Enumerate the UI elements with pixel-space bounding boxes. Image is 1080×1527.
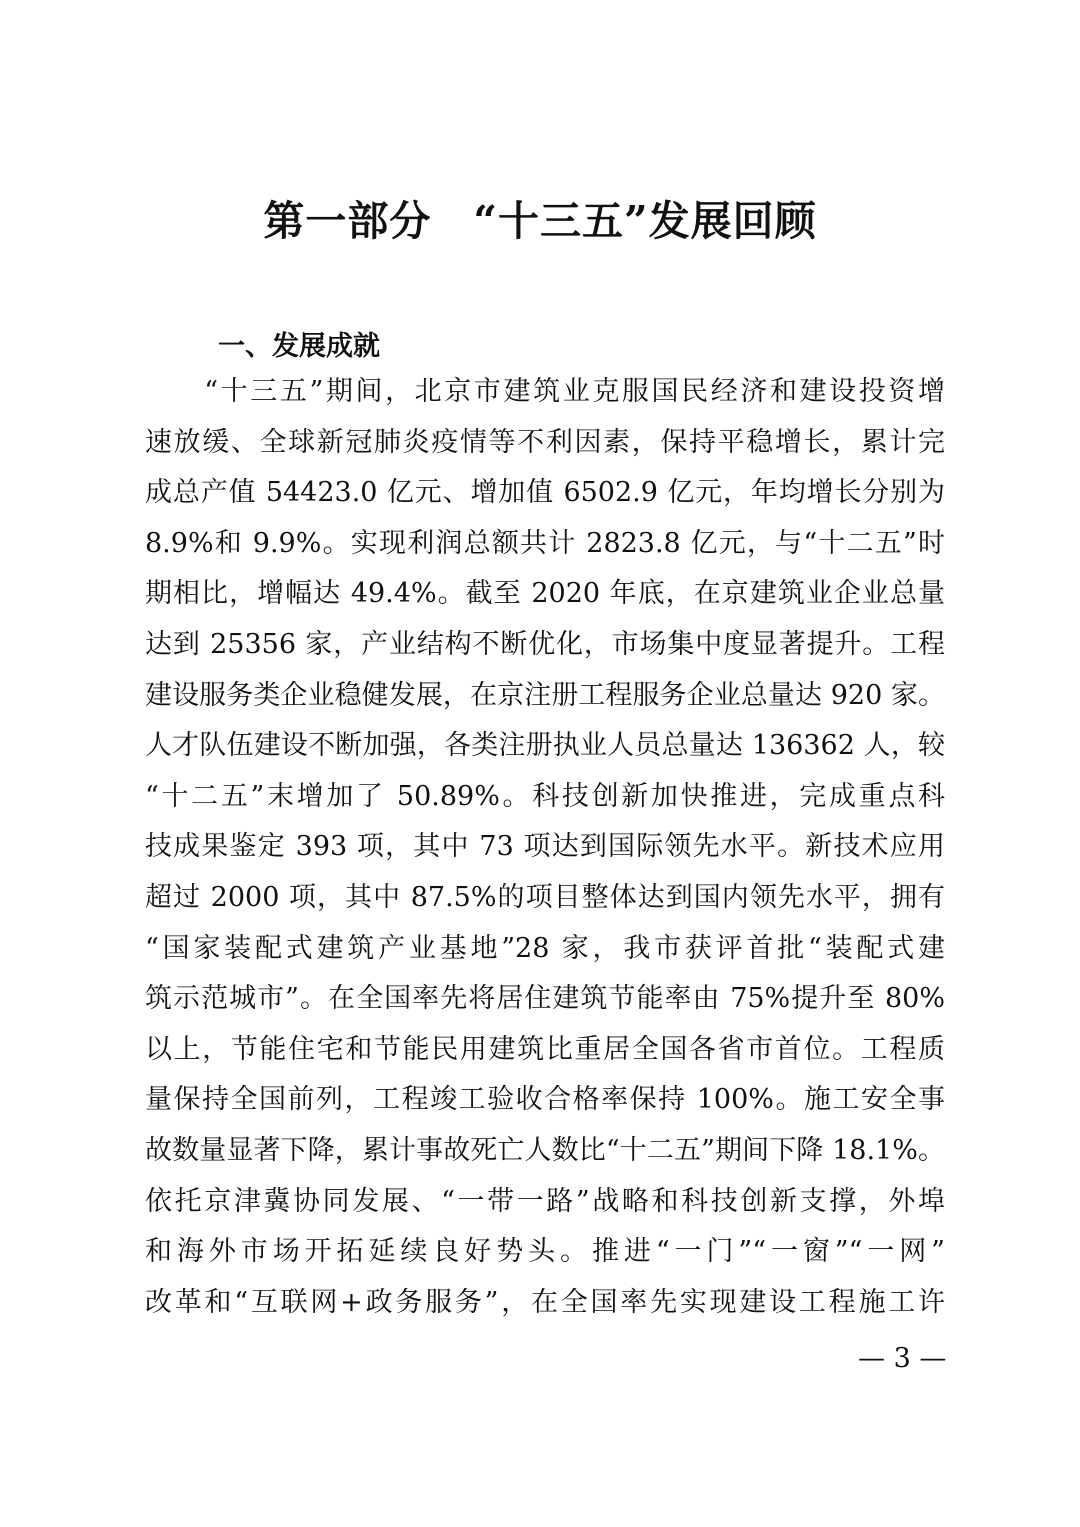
section-heading: 一、发展成就 — [218, 331, 380, 362]
text-line: “十二五”末增加了 50.89%。科技创新加快推进，完成重点科 — [145, 780, 945, 812]
text-line: 建设服务类企业稳健发展，在京注册工程服务企业总量达 920 家。 — [145, 679, 945, 711]
text-line: 人才队伍建设不断加强，各类注册执业人员总量达 136362 人，较 — [145, 730, 945, 762]
text-line: 技成果鉴定 393 项，其中 73 项达到国际领先水平。新技术应用 — [145, 831, 945, 863]
text-line: 成总产值 54423.0 亿元、增加值 6502.9 亿元，年均增长分别为 — [145, 477, 945, 509]
text-line: 期相比，增幅达 49.4%。截至 2020 年底，在京建筑业企业总量 — [145, 578, 945, 610]
text-line: 8.9%和 9.9%。实现利润总额共计 2823.8 亿元，与“十二五”时 — [145, 527, 945, 559]
page-title: 第一部分 “十三五”发展回顾 — [263, 197, 817, 245]
text-line: 和海外市场开拓延续良好势头。推进“一门”“一窗”“一网” — [145, 1236, 945, 1268]
text-line: “国家装配式建筑产业基地”28 家，我市获评首批“装配式建 — [145, 932, 945, 964]
page-number: — 3 — — [858, 1343, 947, 1374]
text-line: 筑示范城市”。在全国率先将居住建筑节能率由 75%提升至 80% — [145, 983, 945, 1015]
text-line: 以上，节能住宅和节能民用建筑比重居全国各省市首位。工程质 — [145, 1033, 945, 1065]
text-line: 依托京津冀协同发展、“一带一路”战略和科技创新支撑，外埠 — [145, 1185, 945, 1217]
text-line: 速放缓、全球新冠肺炎疫情等不利因素，保持平稳增长，累计完 — [145, 426, 945, 458]
text-line: 故数量显著下降，累计事故死亡人数比“十二五”期间下降 18.1%。 — [145, 1135, 945, 1166]
text-line: 超过 2000 项，其中 87.5%的项目整体达到国内领先水平，拥有 — [145, 882, 945, 913]
text-line: 达到 25356 家，产业结构不断优化，市场集中度显著提升。工程 — [145, 629, 945, 660]
text-line: 量保持全国前列，工程竣工验收合格率保持 100%。施工安全事 — [145, 1084, 945, 1116]
text-line: 改革和“互联网+政务服务”，在全国率先实现建设工程施工许 — [145, 1286, 945, 1318]
text-line: “十三五”期间，北京市建筑业克服国民经济和建设投资增 — [145, 376, 945, 407]
